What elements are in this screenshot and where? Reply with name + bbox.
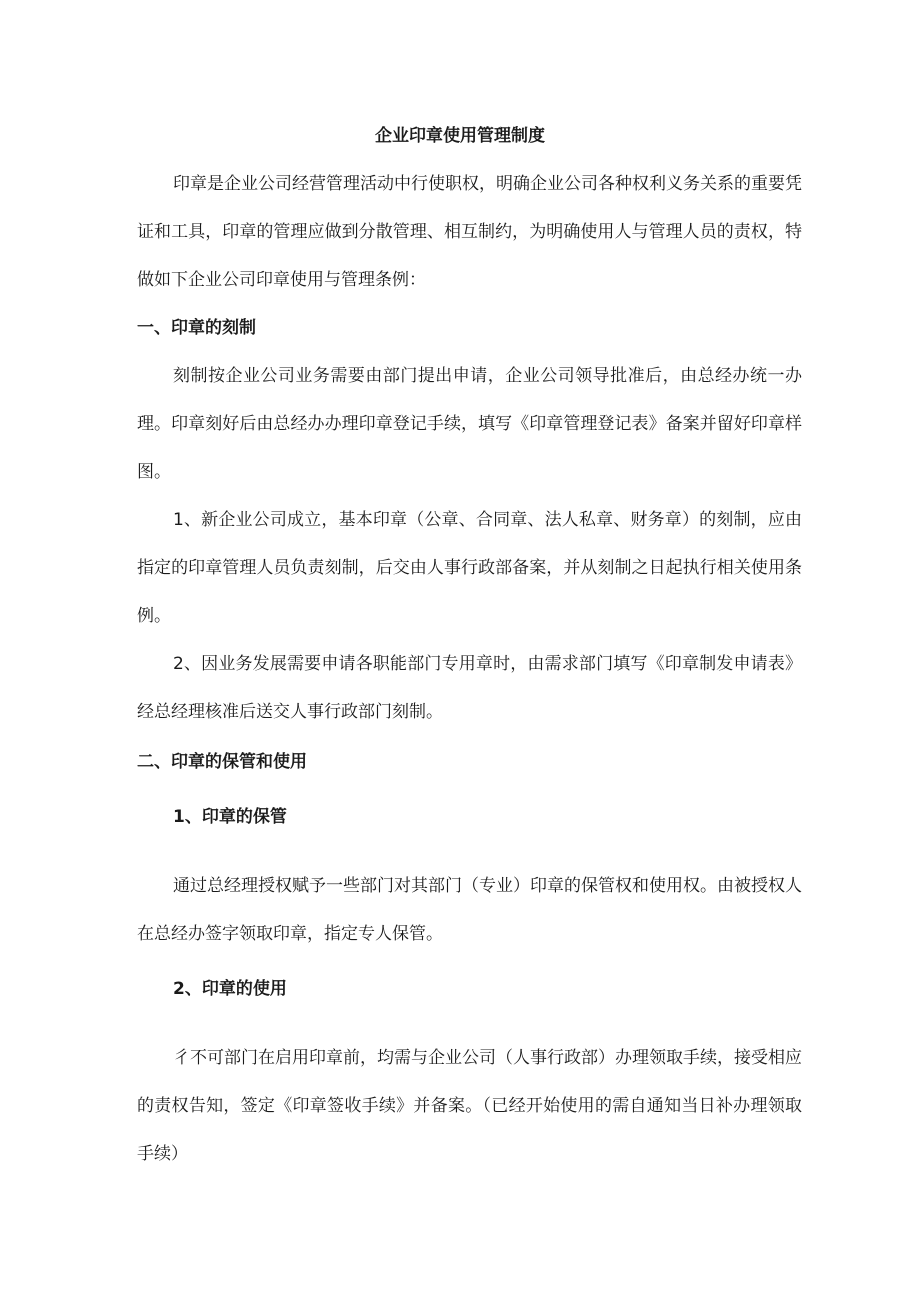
subsection-heading-usage: 2、印章的使用 xyxy=(173,979,287,999)
section-heading-custody-usage: 二、印章的保管和使用 xyxy=(137,752,307,772)
engraving-paragraph: 刻制按企业公司业务需要由部门提出申请，企业公司领导批准后，由总经办统一办理。印章刻好后由总经办办理印章登记手续，填写《印章管理登记表》备案并留好印章样图。 xyxy=(137,366,802,482)
usage-paragraph: 彳不可部门在启用印章前，均需与企业公司（人事行政部）办理领取手续，接受相应的责权告知，签定《印章签收手续》并备案。（已经开始使用的需自通知当日补办理领取手续） xyxy=(137,1048,802,1164)
new-company-seal-paragraph: 1、新企业公司成立，基本印章（公章、合同章、法人私章、财务章）的刻制，应由指定的印章管理人员负责刻制，后交由人事行政部备案，并从刻制之日起执行相关使用条例。 xyxy=(137,510,802,626)
document-title: 企业印章使用管理制度 xyxy=(375,126,545,146)
section-heading-engraving: 一、印章的刻制 xyxy=(137,318,256,338)
custody-paragraph: 通过总经理授权赋予一些部门对其部门（专业）印章的保管权和使用权。由被授权人在总经办签字领取印章，指定专人保管。 xyxy=(137,876,802,944)
department-seal-paragraph: 2、因业务发展需要申请各职能部门专用章时，由需求部门填写《印章制发申请表》经总经理核准后送交人事行政部门刻制。 xyxy=(137,654,802,722)
subsection-heading-custody: 1、印章的保管 xyxy=(173,807,287,827)
intro-paragraph: 印章是企业公司经营管理活动中行使职权，明确企业公司各种权利义务关系的重要凭证和工具，印章的管理应做到分散管理、相互制约，为明确使用人与管理人员的责权，特做如下企业公司印章使用与管理条例： xyxy=(137,174,802,290)
